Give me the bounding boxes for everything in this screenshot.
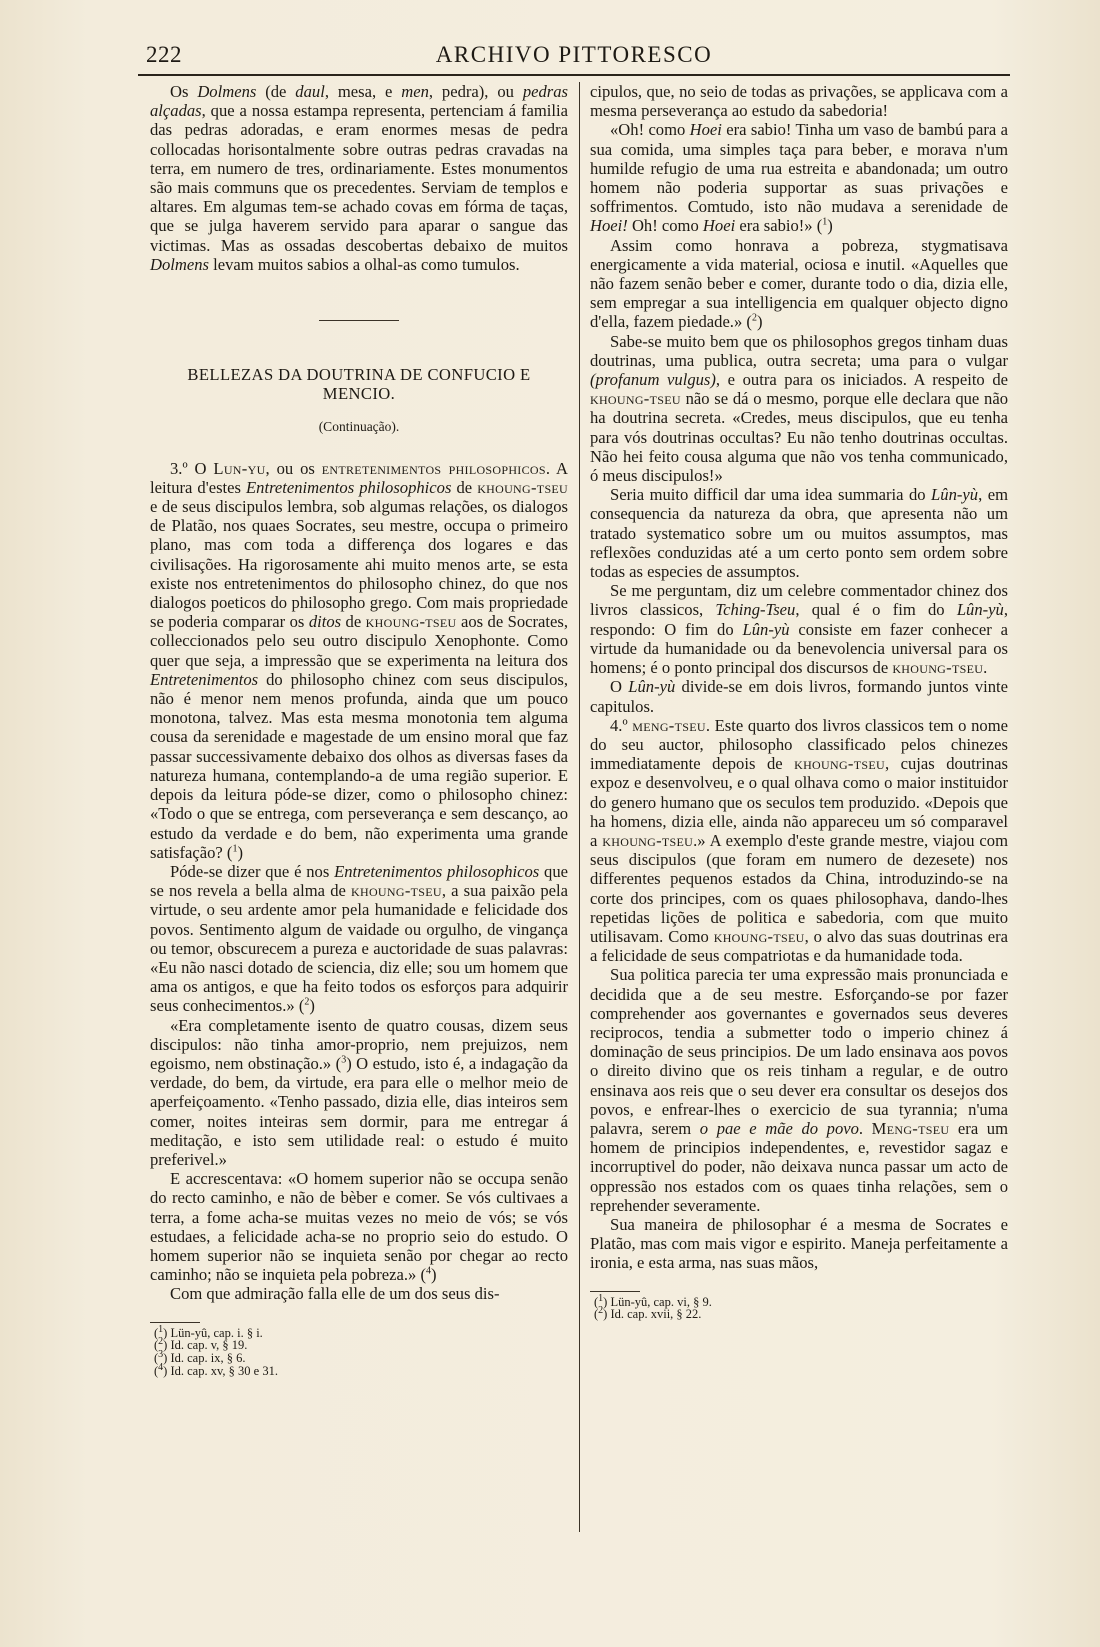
continuation-note: (Continuação). <box>318 419 400 435</box>
body-paragraph: 4.º meng-tseu. Este quarto dos livros classicos tem o nome do seu auctor, philosopho classificado pelos chinezes immediatamente depois de khoung-tseu, cujas doutrinas expoz e desenvolveu, e o qual olhava como o maior instituidor do genero humano que os seculos tem produzido. «Depois que ha homens, dizia elle, ainda não appareceu um só comparavel a khoung-tseu.» A exemplo d'este grande mestre, viajou com seus discipulos (que foram em numero de dezesete) nos differentes pequenos estados da China, introduzindo-se na corte dos principes, com os quaes philosophava, dando-lhes repetidas lições de politica e sabedoria, com que muito utilisavam. Como khoung-tseu, o alvo das suas doutrinas era a felicidade de seus compatriotas e da humanidade toda. <box>590 715 1008 966</box>
body-paragraph: Sabe-se muito bem que os philosophos gregos tinham duas doutrinas, uma publica, outra secreta; uma para o vulgar (profanum vulgus), e outra para os iniciados. A respeito de khoung-tseu não se dá o mesmo, porque elle declara que não ha doutrina secreta. «Credes, meus discipulos, que eu tenha para vós doutrinas occultas? Eu não tenho doutrinas occultas. Não hei feito cousa alguma que não vos tenha communicado, ó meus discipulos!» <box>590 331 1008 486</box>
dolmens-paragraph: Os Dolmens (de daul, mesa, e men, pedra), ou pedras alçadas, que a nossa estampa representa, pertenciam á familia das pedras adoradas, e eram enormes mesas de pedra collocadas horisontalmente sobre outras pedras cravadas na terra, em numero de tres, ordinariamente. Estes monumentos são mais communs que os precedentes. Serviam de templos e altares. Em algumas tem-se achado covas em fórma de taças, que se julga haverem servido para aparar o sangue das victimas. Mas as ossadas descobertas debaixo de muitos Dolmens levam muitos sabios a olhal-as como tumulos. <box>150 82 568 274</box>
footnote: ($^2$) Id. cap. v, § 19. <box>154 1336 248 1353</box>
body-paragraph: O Lûn-yù divide-se em dois livros, formando juntos vinte capitulos. <box>590 677 1008 716</box>
footnote: ($^3$) Id. cap. ix, § 6. <box>154 1349 246 1366</box>
body-paragraph: Se me perguntam, diz um celebre commentador chinez dos livros classicos, Tching-Tseu, qual é o fim do Lûn-yù, respondo: O fim do Lûn-yù consiste em fazer conhecer a virtude da humanidade ou da benevolencia universal para os homens; é o ponto principal dos discursos de khoung-tseu. <box>590 581 1008 678</box>
footnote: ($^1$) Lün-yû, cap. vi, § 9. <box>594 1292 712 1309</box>
journal-title: ARCHIVO PITTORESCO <box>435 42 713 67</box>
body-paragraph: «Era completamente isento de quatro cousas, dizem seus discipulos: não tinha amor-proprio, nem prejuizos, nem egoismo, nem obstinação.» ($^3$) O estudo, isto é, a indagação da verdade, do bem, da virtude, era para elle o melhor meio de aperfeiçoamento. «Tenho passado, dizia elle, dias inteiros sem comer, noites inteiras sem dormir, para me entregar á meditação, e isto sem utilidade real: o estudo é muito preferivel.» <box>150 1015 569 1169</box>
footnote-divider <box>150 1322 200 1323</box>
page-number: 222 <box>146 42 182 67</box>
body-paragraph: Assim como honrava a pobreza, stygmatisava energicamente a vida material, ociosa e inutil. «Aquelles que não fazem senão beber e comer, durante todo o dia, dizia elle, sem empregar a sua intelligencia em qualquer objecto digno d'ella, fazem piedade.» ($^2$) <box>590 235 1008 332</box>
body-paragraph: Com que admiração falla elle de um dos seus dis- <box>170 1284 500 1304</box>
body-paragraph: «Oh! como Hoei era sabio! Tinha um vaso de bambú para a sua comida, uma simples taça para beber, e morava n'um humilde refugio de uma rua estreita e abandonada; um outro homem não poderia supportar as suas privações e soffrimentos. Comtudo, isto não mudava a serenidade de Hoei! Oh! como Hoei era sabio!» ($^1$) <box>590 120 1008 236</box>
footnote: ($^4$) Id. cap. xv, § 30 e 31. <box>154 1361 278 1378</box>
body-paragraph: cipulos, que, no seio de todas as privações, se applicava com a mesma perseverança ao estudo da sabedoria! <box>590 82 1008 121</box>
body-paragraph: Sua maneira de philosophar é a mesma de Socrates e Platão, mas com mais vigor e espirito. Maneja perfeitamente a ironia, e esta arma, nas suas mãos, <box>590 1214 1008 1273</box>
body-paragraph: E accrescentava: «O homem superior não se occupa senão do recto caminho, e não de bèber e comer. Se vós cultivaes a terra, a fome acha-se muitas vezes no meio de vós; se vós estudaes, a felicidade acha-se no proprio seio do estudo. O homem superior não se inquieta senão por chegar ao recto caminho; não se inquieta pela pobreza.» ($^4$) <box>150 1169 568 1285</box>
footnote: ($^2$) Id. cap. xvii, § 22. <box>594 1305 702 1322</box>
body-paragraph: Seria muito difficil dar uma idea summaria do Lûn-yù, em consequencia da natureza da obra, que apresenta não um tratado systematico sobre um ou muitos assumptos, mas reflexões conduzidas até a um certo ponto sem ordem sobre todas as especies de assumptos. <box>590 485 1008 582</box>
column-rule <box>579 82 580 1532</box>
body-paragraph: Sua politica parecia ter uma expressão mais pronunciada e decidida que a de seu mestre. Esforçando-se por fazer comprehender aos governantes e governados seus deveres reciprocos, tendia a submetter todo o imperio chinez á dominação de seus principios. De um lado ensinava aos povos o direito divino que os reis tinham a regular, e de outro ensinava aos reis que o seu dever era consultar os desejos dos povos, e enfrear-lhes o exercicio de sua tyrannia; n'uma palavra, serem o pae e mãe do povo. Meng-tseu era um homem de principios independentes, e, revestidor sagaz e incorruptivel do poder, não deixava nunca passar um acto de oppressão nos estados com os quaes tinha relações, sem o reprehender severamente. <box>590 965 1008 1215</box>
left-column <box>150 82 568 1378</box>
section-title: BELLEZAS DA DOUTRINA DE CONFUCIO E MENCIO. <box>187 365 531 404</box>
footnote: ($^1$) Lün-yû, cap. i. § i. <box>154 1323 263 1340</box>
running-header <box>138 38 1010 76</box>
footnote-divider <box>590 1291 640 1292</box>
body-paragraph: 3.º O Lun-yu, ou os entretenimentos philosophicos. A leitura d'estes Entretenimentos philosophicos de khoung-tseu e de seus discipulos lembra, sob algumas relações, os dialogos de Platão, nos quaes Socrates, seu mestre, occupa o primeiro plano, mas com toda a differença dos logares e das civilisações. Ha rigorosamente ahi muito menos arte, se esta existe nos entretenimentos do philosopho chinez, do que nos dialogos poeticos do philosopho grego. Com mais propriedade se poderia comparar os ditos de khoung-tseu aos de Socrates, colleccionados pelo seu outro discipulo Xenophonte. Como quer que seja, a impressão que se experimenta na leitura dos Entretenimentos do philosopho chinez com seus discipulos, não é menor nem menos profunda, ainda que um pouco monotona, talvez. Mas esta mesma monotonia tem alguma cousa da serenidade e magestade de um ensino moral que faz passar successivamente debaixo dos olhos as diversas fases da natureza humana, contemplando-a de uma região superior. E depois da leitura póde-se dizer, como o philosopho chinez: «Todo o que se entrega, com perseverança e sem descanço, ao estudo da verdade e do bem, não experimenta uma grande satisfação? ($^1$) <box>150 458 569 862</box>
right-column <box>590 82 1008 1321</box>
section-divider <box>319 320 399 321</box>
body-paragraph: Póde-se dizer que é nos Entretenimentos philosophicos que se nos revela a bella alma de khoung-tseu, a sua paixão pela virtude, o seu ardente amor pela humanidade e felicidade dos povos. Sentimento algum de vaidade ou orgulho, de vingança ou temor, obscurecem a pureza e auctoridade de suas palavras: «Eu não nasci dotado de sciencia, diz elle; sou um homem que ama os antigos, e que ha feito todos os esforços para adquirir seus conhecimentos.» ($^2$) <box>150 861 568 1016</box>
